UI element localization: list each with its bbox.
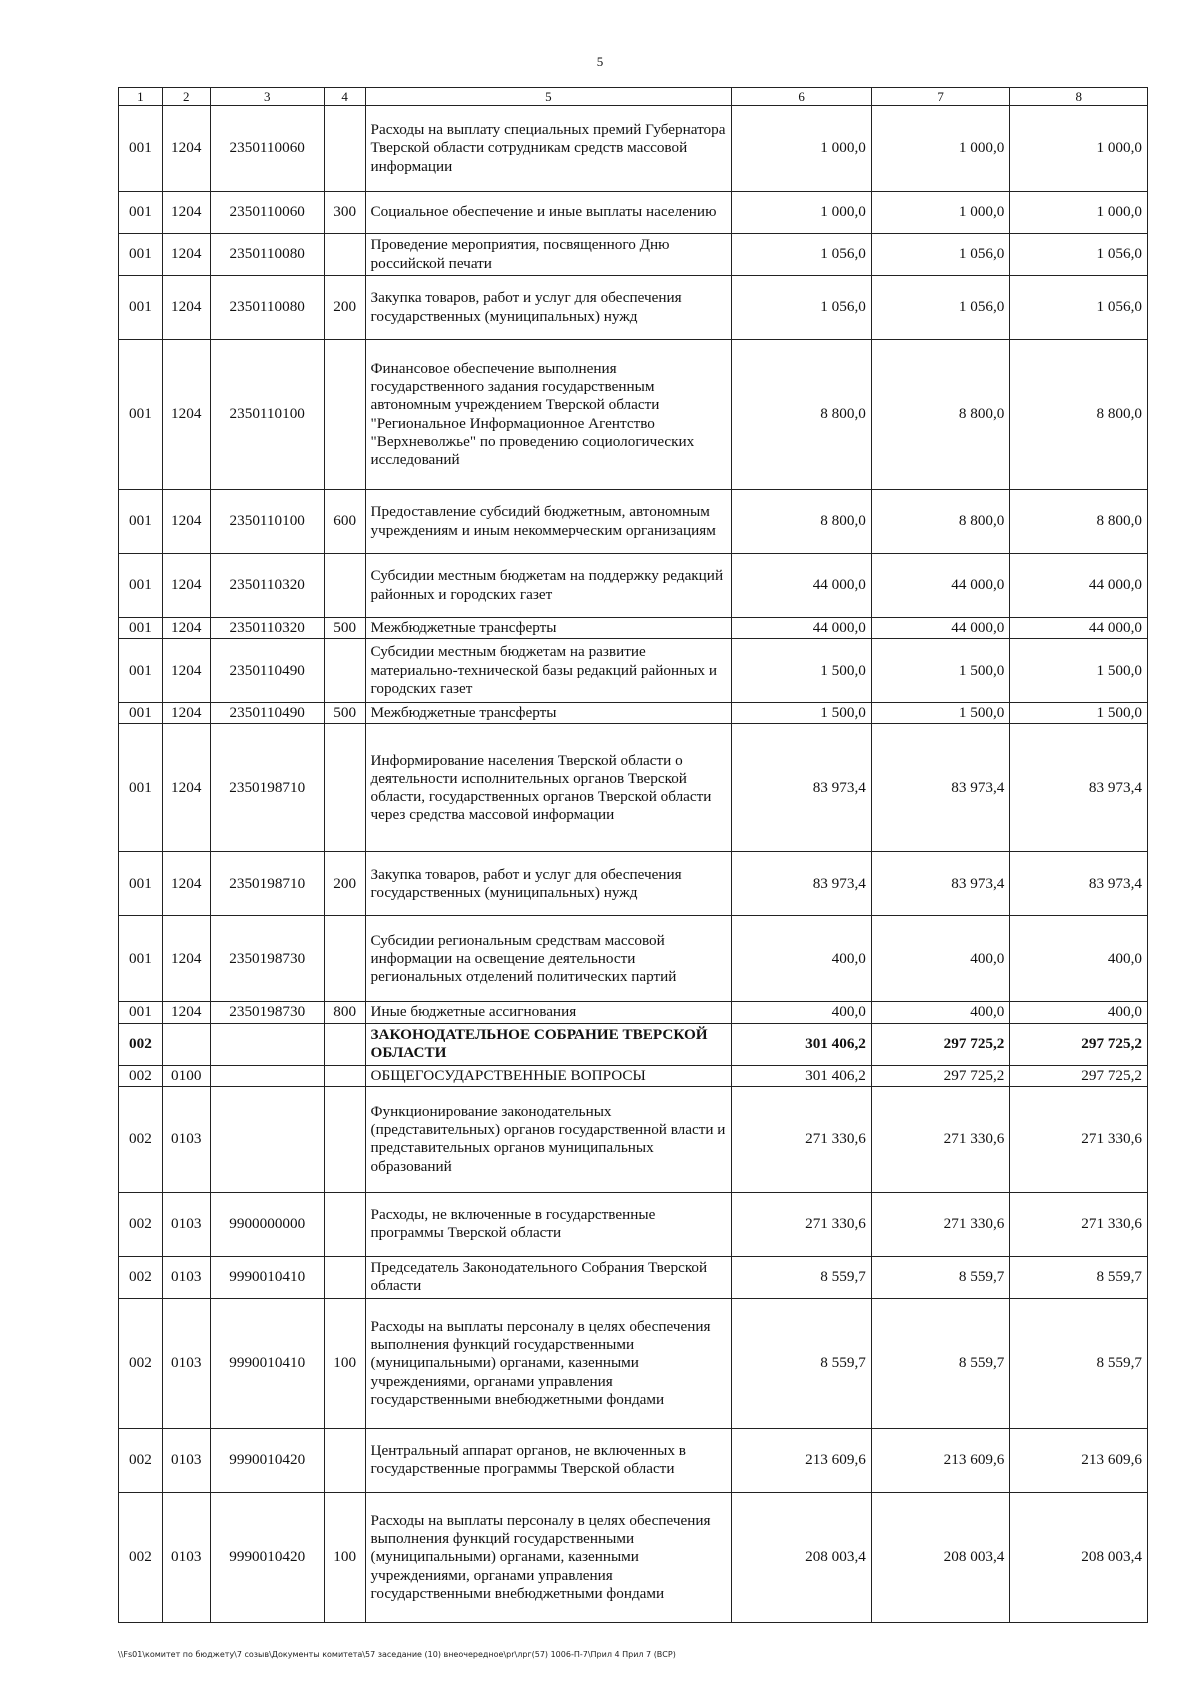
amount-col6-cell: 213 609,6 bbox=[732, 1428, 872, 1492]
target-article-cell: 2350198730 bbox=[210, 916, 324, 1002]
ministry-code-cell: 002 bbox=[119, 1256, 163, 1298]
expense-type-cell bbox=[324, 1256, 365, 1298]
amount-col7-cell: 8 800,0 bbox=[871, 490, 1010, 554]
amount-col7-cell: 271 330,6 bbox=[871, 1086, 1010, 1192]
section-code-cell: 1204 bbox=[162, 276, 210, 340]
target-article-cell: 2350110080 bbox=[210, 276, 324, 340]
ministry-code-cell: 002 bbox=[119, 1492, 163, 1622]
header-cell: 8 bbox=[1010, 88, 1148, 106]
ministry-code-cell: 002 bbox=[119, 1065, 163, 1086]
ministry-code-cell: 002 bbox=[119, 1298, 163, 1428]
ministry-code-cell: 001 bbox=[119, 618, 163, 639]
ministry-code-cell: 001 bbox=[119, 106, 163, 192]
amount-col6-cell: 271 330,6 bbox=[732, 1086, 872, 1192]
ministry-code-cell: 001 bbox=[119, 276, 163, 340]
ministry-code-cell: 001 bbox=[119, 554, 163, 618]
table-row bbox=[119, 1256, 1148, 1298]
amount-col8-cell: 1 056,0 bbox=[1010, 276, 1148, 340]
description-cell: Закупка товаров, работ и услуг для обеспечения государственных (муниципальных) нужд bbox=[365, 276, 732, 340]
expense-type-cell bbox=[324, 724, 365, 852]
header-cell: 4 bbox=[324, 88, 365, 106]
section-code-cell: 0103 bbox=[162, 1192, 210, 1256]
amount-col6-cell: 301 406,2 bbox=[732, 1023, 872, 1065]
section-code-cell: 1204 bbox=[162, 234, 210, 276]
amount-col7-cell: 44 000,0 bbox=[871, 618, 1010, 639]
table-row bbox=[119, 234, 1148, 276]
ministry-code-cell: 001 bbox=[119, 639, 163, 703]
expense-type-cell: 200 bbox=[324, 276, 365, 340]
target-article-cell: 2350110100 bbox=[210, 490, 324, 554]
description-cell: Социальное обеспечение и иные выплаты населению bbox=[365, 192, 732, 234]
expense-type-cell: 800 bbox=[324, 1002, 365, 1023]
ministry-code-cell: 001 bbox=[119, 852, 163, 916]
amount-col7-cell: 271 330,6 bbox=[871, 1192, 1010, 1256]
amount-col6-cell: 271 330,6 bbox=[732, 1192, 872, 1256]
target-article-cell: 2350198730 bbox=[210, 1002, 324, 1023]
target-article-cell bbox=[210, 1086, 324, 1192]
amount-col6-cell: 400,0 bbox=[732, 1002, 872, 1023]
section-code-cell: 1204 bbox=[162, 106, 210, 192]
header-cell: 3 bbox=[210, 88, 324, 106]
section-code-cell: 1204 bbox=[162, 554, 210, 618]
amount-col6-cell: 8 800,0 bbox=[732, 490, 872, 554]
amount-col8-cell: 1 000,0 bbox=[1010, 192, 1148, 234]
expense-type-cell bbox=[324, 916, 365, 1002]
description-cell: Иные бюджетные ассигнования bbox=[365, 1002, 732, 1023]
table-row bbox=[119, 276, 1148, 340]
header-cell: 1 bbox=[119, 88, 163, 106]
amount-col7-cell: 1 056,0 bbox=[871, 276, 1010, 340]
description-cell: Субсидии местным бюджетам на поддержку редакций районных и городских газет bbox=[365, 554, 732, 618]
description-cell: Субсидии региональным средствам массовой информации на освещение деятельности региональных отделений политических партий bbox=[365, 916, 732, 1002]
ministry-code-cell: 001 bbox=[119, 192, 163, 234]
section-code-cell: 1204 bbox=[162, 340, 210, 490]
table-row bbox=[119, 490, 1148, 554]
expense-type-cell: 200 bbox=[324, 852, 365, 916]
target-article-cell: 2350110080 bbox=[210, 234, 324, 276]
table-row bbox=[119, 1492, 1148, 1622]
target-article-cell: 2350110320 bbox=[210, 618, 324, 639]
table-row bbox=[119, 192, 1148, 234]
description-cell: Проведение мероприятия, посвященного Дню российской печати bbox=[365, 234, 732, 276]
target-article-cell: 9990010410 bbox=[210, 1256, 324, 1298]
ministry-code-cell: 002 bbox=[119, 1086, 163, 1192]
ministry-code-cell: 002 bbox=[119, 1192, 163, 1256]
amount-col7-cell: 1 000,0 bbox=[871, 106, 1010, 192]
expense-type-cell bbox=[324, 234, 365, 276]
section-code-cell: 1204 bbox=[162, 916, 210, 1002]
expense-type-cell bbox=[324, 554, 365, 618]
amount-col7-cell: 1 500,0 bbox=[871, 703, 1010, 724]
amount-col7-cell: 1 000,0 bbox=[871, 192, 1010, 234]
section-code-cell: 1204 bbox=[162, 618, 210, 639]
amount-col6-cell: 1 056,0 bbox=[732, 234, 872, 276]
description-cell: Финансовое обеспечение выполнения государственного задания государственным автономным учреждением Тверской области "Региональное Информационное Агентство "Верхневолжье" по проведению социологических исследований bbox=[365, 340, 732, 490]
amount-col7-cell: 297 725,2 bbox=[871, 1023, 1010, 1065]
expense-type-cell: 600 bbox=[324, 490, 365, 554]
description-cell: Межбюджетные трансферты bbox=[365, 703, 732, 724]
section-code-cell: 1204 bbox=[162, 852, 210, 916]
table-row bbox=[119, 106, 1148, 192]
amount-col8-cell: 8 800,0 bbox=[1010, 340, 1148, 490]
table-row bbox=[119, 1192, 1148, 1256]
amount-col8-cell: 271 330,6 bbox=[1010, 1086, 1148, 1192]
amount-col7-cell: 83 973,4 bbox=[871, 852, 1010, 916]
amount-col6-cell: 400,0 bbox=[732, 916, 872, 1002]
header-cell: 7 bbox=[871, 88, 1010, 106]
expense-type-cell: 500 bbox=[324, 618, 365, 639]
expense-type-cell bbox=[324, 1023, 365, 1065]
header-cell: 5 bbox=[365, 88, 732, 106]
amount-col8-cell: 44 000,0 bbox=[1010, 618, 1148, 639]
amount-col8-cell: 400,0 bbox=[1010, 1002, 1148, 1023]
header-cell: 2 bbox=[162, 88, 210, 106]
section-code-cell: 1204 bbox=[162, 639, 210, 703]
target-article-cell: 2350110490 bbox=[210, 703, 324, 724]
amount-col6-cell: 1 500,0 bbox=[732, 639, 872, 703]
description-cell: Председатель Законодательного Собрания Тверской области bbox=[365, 1256, 732, 1298]
ministry-code-cell: 001 bbox=[119, 703, 163, 724]
amount-col7-cell: 83 973,4 bbox=[871, 724, 1010, 852]
section-code-cell: 1204 bbox=[162, 724, 210, 852]
target-article-cell: 9900000000 bbox=[210, 1192, 324, 1256]
header-cell: 6 bbox=[732, 88, 872, 106]
amount-col8-cell: 1 056,0 bbox=[1010, 234, 1148, 276]
amount-col7-cell: 44 000,0 bbox=[871, 554, 1010, 618]
amount-col6-cell: 8 800,0 bbox=[732, 340, 872, 490]
expense-type-cell bbox=[324, 340, 365, 490]
expense-type-cell bbox=[324, 1428, 365, 1492]
table-row bbox=[119, 852, 1148, 916]
section-code-cell bbox=[162, 1023, 210, 1065]
target-article-cell: 9990010420 bbox=[210, 1492, 324, 1622]
table-row bbox=[119, 1086, 1148, 1192]
header-row bbox=[119, 88, 1148, 106]
table-row bbox=[119, 1065, 1148, 1086]
amount-col8-cell: 1 000,0 bbox=[1010, 106, 1148, 192]
ministry-code-cell: 002 bbox=[119, 1428, 163, 1492]
amount-col6-cell: 44 000,0 bbox=[732, 618, 872, 639]
description-cell: ОБЩЕГОСУДАРСТВЕННЫЕ ВОПРОСЫ bbox=[365, 1065, 732, 1086]
amount-col7-cell: 208 003,4 bbox=[871, 1492, 1010, 1622]
footer-file-path: \\Fs01\комитет по бюджету\7 созыв\Документы комитета\57 заседание (10) внеочередное\pr\лрг(57) 1006-П-7\Прил 4 Прил 7 (ВСР) bbox=[118, 1650, 676, 1659]
amount-col8-cell: 8 559,7 bbox=[1010, 1298, 1148, 1428]
amount-col6-cell: 1 056,0 bbox=[732, 276, 872, 340]
amount-col6-cell: 83 973,4 bbox=[732, 724, 872, 852]
section-code-cell: 1204 bbox=[162, 490, 210, 554]
table-row bbox=[119, 703, 1148, 724]
description-cell: Предоставление субсидий бюджетным, автономным учреждениям и иным некоммерческим организациям bbox=[365, 490, 732, 554]
table-row bbox=[119, 916, 1148, 1002]
table-row bbox=[119, 618, 1148, 639]
target-article-cell: 2350110490 bbox=[210, 639, 324, 703]
target-article-cell: 2350198710 bbox=[210, 852, 324, 916]
amount-col7-cell: 213 609,6 bbox=[871, 1428, 1010, 1492]
description-cell: Субсидии местным бюджетам на развитие материально-технической базы редакций районных и городских газет bbox=[365, 639, 732, 703]
amount-col6-cell: 1 500,0 bbox=[732, 703, 872, 724]
section-code-cell: 1204 bbox=[162, 1002, 210, 1023]
amount-col6-cell: 83 973,4 bbox=[732, 852, 872, 916]
table-row bbox=[119, 724, 1148, 852]
amount-col6-cell: 8 559,7 bbox=[732, 1298, 872, 1428]
description-cell: Межбюджетные трансферты bbox=[365, 618, 732, 639]
amount-col6-cell: 208 003,4 bbox=[732, 1492, 872, 1622]
table-row bbox=[119, 639, 1148, 703]
table-row bbox=[119, 340, 1148, 490]
table-row bbox=[119, 1002, 1148, 1023]
budget-table bbox=[118, 87, 1148, 1623]
ministry-code-cell: 001 bbox=[119, 916, 163, 1002]
amount-col7-cell: 8 800,0 bbox=[871, 340, 1010, 490]
amount-col7-cell: 1 056,0 bbox=[871, 234, 1010, 276]
amount-col8-cell: 8 800,0 bbox=[1010, 490, 1148, 554]
target-article-cell: 2350110100 bbox=[210, 340, 324, 490]
amount-col7-cell: 1 500,0 bbox=[871, 639, 1010, 703]
expense-type-cell: 100 bbox=[324, 1492, 365, 1622]
amount-col8-cell: 208 003,4 bbox=[1010, 1492, 1148, 1622]
section-code-cell: 1204 bbox=[162, 703, 210, 724]
table-row bbox=[119, 1023, 1148, 1065]
amount-col8-cell: 400,0 bbox=[1010, 916, 1148, 1002]
ministry-code-cell: 001 bbox=[119, 1002, 163, 1023]
expense-type-cell: 300 bbox=[324, 192, 365, 234]
expense-type-cell: 100 bbox=[324, 1298, 365, 1428]
amount-col8-cell: 8 559,7 bbox=[1010, 1256, 1148, 1298]
ministry-code-cell: 001 bbox=[119, 724, 163, 852]
description-cell: Центральный аппарат органов, не включенных в государственные программы Тверской области bbox=[365, 1428, 732, 1492]
amount-col8-cell: 1 500,0 bbox=[1010, 639, 1148, 703]
description-cell: Функционирование законодательных (представительных) органов государственной власти и представительных органов муниципальных образований bbox=[365, 1086, 732, 1192]
target-article-cell: 9990010410 bbox=[210, 1298, 324, 1428]
section-code-cell: 0103 bbox=[162, 1428, 210, 1492]
ministry-code-cell: 001 bbox=[119, 340, 163, 490]
target-article-cell: 2350110060 bbox=[210, 192, 324, 234]
amount-col6-cell: 1 000,0 bbox=[732, 106, 872, 192]
amount-col6-cell: 44 000,0 bbox=[732, 554, 872, 618]
amount-col7-cell: 400,0 bbox=[871, 1002, 1010, 1023]
amount-col7-cell: 8 559,7 bbox=[871, 1256, 1010, 1298]
table-row bbox=[119, 1298, 1148, 1428]
target-article-cell: 2350110320 bbox=[210, 554, 324, 618]
table-body bbox=[119, 106, 1148, 1623]
description-cell: Информирование населения Тверской области о деятельности исполнительных органов Тверской области, государственных органов Тверской области через средства массовой информации bbox=[365, 724, 732, 852]
page-number: 5 bbox=[596, 54, 604, 69]
ministry-code-cell: 001 bbox=[119, 234, 163, 276]
expense-type-cell bbox=[324, 1086, 365, 1192]
description-cell: ЗАКОНОДАТЕЛЬНОЕ СОБРАНИЕ ТВЕРСКОЙ ОБЛАСТИ bbox=[365, 1023, 732, 1065]
description-cell: Закупка товаров, работ и услуг для обеспечения государственных (муниципальных) нужд bbox=[365, 852, 732, 916]
ministry-code-cell: 001 bbox=[119, 490, 163, 554]
expense-type-cell bbox=[324, 639, 365, 703]
amount-col8-cell: 297 725,2 bbox=[1010, 1065, 1148, 1086]
amount-col8-cell: 44 000,0 bbox=[1010, 554, 1148, 618]
expense-type-cell bbox=[324, 106, 365, 192]
section-code-cell: 0103 bbox=[162, 1492, 210, 1622]
table-row bbox=[119, 1428, 1148, 1492]
description-cell: Расходы, не включенные в государственные программы Тверской области bbox=[365, 1192, 732, 1256]
description-cell: Расходы на выплату специальных премий Губернатора Тверской области сотрудникам средств массовой информации bbox=[365, 106, 732, 192]
amount-col8-cell: 271 330,6 bbox=[1010, 1192, 1148, 1256]
amount-col8-cell: 1 500,0 bbox=[1010, 703, 1148, 724]
amount-col8-cell: 83 973,4 bbox=[1010, 852, 1148, 916]
expense-type-cell: 500 bbox=[324, 703, 365, 724]
amount-col7-cell: 400,0 bbox=[871, 916, 1010, 1002]
description-cell: Расходы на выплаты персоналу в целях обеспечения выполнения функций государственными (муниципальными) органами, казенными учреждениями, органами управления государственными внебюджетными фондами bbox=[365, 1298, 732, 1428]
target-article-cell bbox=[210, 1065, 324, 1086]
amount-col8-cell: 297 725,2 bbox=[1010, 1023, 1148, 1065]
table-row bbox=[119, 554, 1148, 618]
amount-col7-cell: 8 559,7 bbox=[871, 1298, 1010, 1428]
amount-col6-cell: 1 000,0 bbox=[732, 192, 872, 234]
ministry-code-cell: 002 bbox=[119, 1023, 163, 1065]
section-code-cell: 0100 bbox=[162, 1065, 210, 1086]
amount-col6-cell: 8 559,7 bbox=[732, 1256, 872, 1298]
section-code-cell: 0103 bbox=[162, 1086, 210, 1192]
description-cell: Расходы на выплаты персоналу в целях обеспечения выполнения функций государственными (муниципальными) органами, казенными учреждениями, органами управления государственными внебюджетными фондами bbox=[365, 1492, 732, 1622]
expense-type-cell bbox=[324, 1065, 365, 1086]
expense-type-cell bbox=[324, 1192, 365, 1256]
target-article-cell: 2350110060 bbox=[210, 106, 324, 192]
section-code-cell: 0103 bbox=[162, 1298, 210, 1428]
target-article-cell: 9990010420 bbox=[210, 1428, 324, 1492]
amount-col8-cell: 213 609,6 bbox=[1010, 1428, 1148, 1492]
amount-col6-cell: 301 406,2 bbox=[732, 1065, 872, 1086]
amount-col7-cell: 297 725,2 bbox=[871, 1065, 1010, 1086]
section-code-cell: 0103 bbox=[162, 1256, 210, 1298]
amount-col8-cell: 83 973,4 bbox=[1010, 724, 1148, 852]
target-article-cell: 2350198710 bbox=[210, 724, 324, 852]
section-code-cell: 1204 bbox=[162, 192, 210, 234]
target-article-cell bbox=[210, 1023, 324, 1065]
